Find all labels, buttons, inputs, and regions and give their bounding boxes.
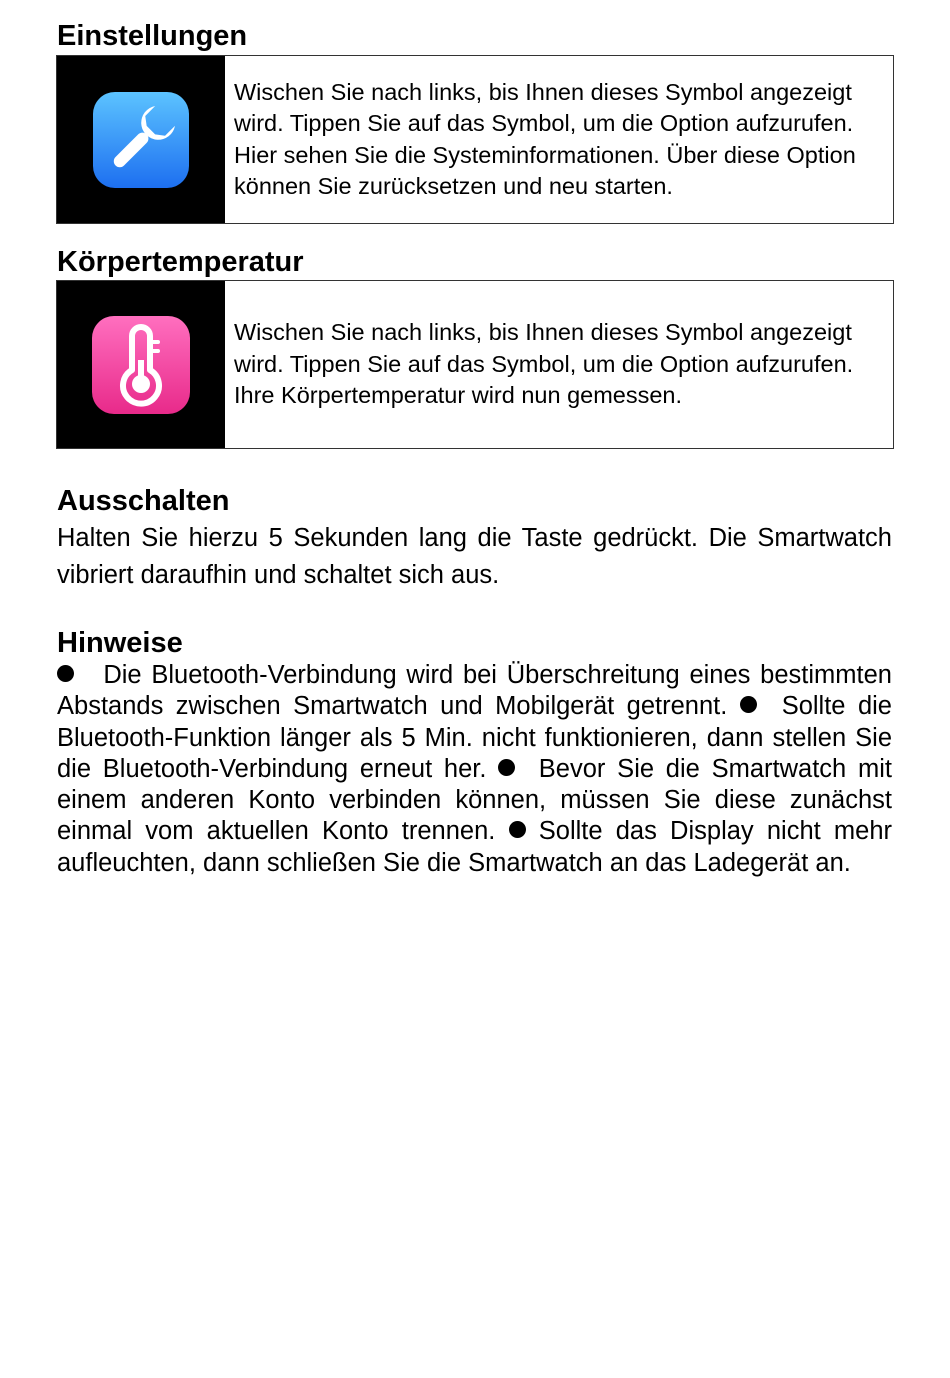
wrench-icon [93, 92, 189, 188]
bullet-icon [509, 821, 526, 838]
poweroff-text: Halten Sie hierzu 5 Sekunden lang die Taste gedrückt. Die Smartwatch vibriert daraufhin und schaltet sich aus. [57, 524, 892, 589]
temperature-icon-cell [57, 281, 225, 448]
settings-box [56, 55, 894, 224]
temperature-heading: Körpertemperatur [57, 246, 304, 278]
notes-text [57, 660, 892, 879]
bullet-icon [57, 665, 74, 682]
bullet-icon [740, 696, 757, 713]
temperature-box [56, 280, 894, 449]
thermometer-icon [92, 316, 190, 414]
note-item: Sollte die Bluetooth-Funktion länger als 5 Min. nicht funktionieren, dann stellen Sie die Bluetooth-Verbindung erneut her. [57, 692, 892, 783]
note-item: Die Bluetooth-Verbindung wird bei Überschreitung eines bestimmten Abstands zwischen Smartwatch und Mobilgerät getrennt. [57, 661, 892, 721]
settings-description: Wischen Sie nach links, bis Ihnen dieses Symbol angezeigt wird. Tippen Sie auf das Symbol, um die Option aufzurufen. Hier sehen Sie die Systeminformationen. Über diese Option können Sie zurücksetzen und neu starten. [234, 78, 856, 199]
note-item: Bevor Sie die Smartwatch mit einem anderen Konto verbinden können, müssen Sie diese zunächst einmal vom aktuellen Konto trennen. [57, 754, 892, 846]
poweroff-heading: Ausschalten [57, 485, 230, 517]
temperature-description: Wischen Sie nach links, bis Ihnen dieses Symbol angezeigt wird. Tippen Sie auf das Symbol, um die Option aufzurufen. Ihre Körpertemperatur wird nun gemessen. [234, 319, 854, 409]
settings-heading: Einstellungen [57, 20, 248, 52]
settings-icon-cell [57, 56, 225, 223]
note-item: Sollte das Display nicht mehr aufleuchten, dann schließen Sie die Smartwatch an das Ladegerät an. [57, 817, 893, 877]
bullet-icon [498, 759, 515, 776]
notes-heading: Hinweise [57, 627, 183, 659]
